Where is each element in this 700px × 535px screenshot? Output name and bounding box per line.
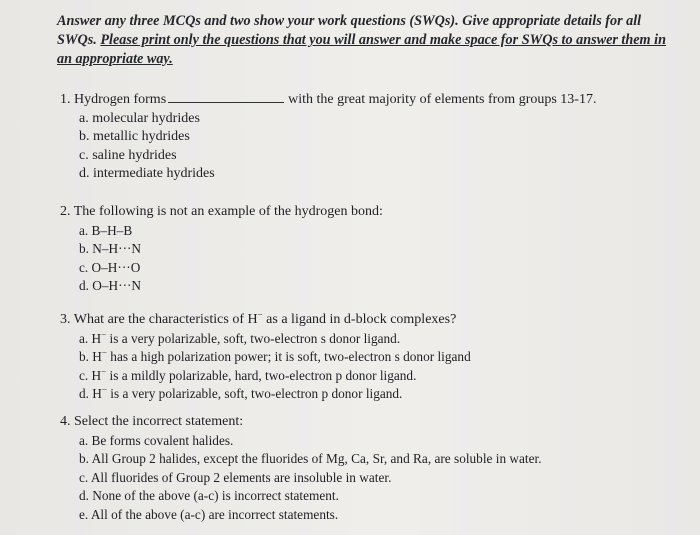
question-3 (60, 311, 471, 404)
option-b: b. N–H···N (79, 241, 142, 256)
question-1-stem-end: with the great majority of elements from groups 13-17. (288, 92, 597, 107)
question-3-stem-suffix: as a ligand in d-block complexes? (262, 312, 457, 327)
question-4-stem: 4. Select the incorrect statement: (60, 414, 244, 429)
option-d: d. None of the above (a-c) is incorrect statement. (79, 488, 339, 503)
option-b: b. metallic hydrides (79, 129, 190, 144)
question-4-options (60, 432, 542, 525)
question-4 (60, 413, 542, 524)
option-d: d. H− is a very polarizable, soft, two-electron p donor ligand. (79, 384, 403, 401)
question-1-stem (60, 90, 596, 110)
option-d: d. O–H···N (79, 278, 142, 293)
option-a: a. H− is a very polarizable, soft, two-electron s donor ligand. (79, 329, 401, 346)
option-c: c. O–H···O (79, 259, 141, 275)
instructions (57, 12, 677, 69)
option-d: d. intermediate hydrides (79, 166, 215, 181)
option-b: b. All Group 2 halides, except the fluorides of Mg, Ca, Sr, and Ra, are soluble in water. (79, 451, 542, 466)
hydride-charge: − (257, 309, 263, 320)
question-3-stem (60, 311, 471, 330)
question-1 (60, 90, 596, 184)
question-2 (60, 203, 383, 296)
instructions-line2: Please print only the questions that you will answer and make space for SWQs to answer them in an appropriate way. (57, 32, 666, 67)
option-a: a. Be forms covalent halides. (79, 432, 234, 448)
option-e: e. All of the above (a-c) are incorrect statements. (79, 506, 339, 522)
question-2-stem: 2. The following is not an example of the hydrogen bond: (60, 204, 383, 219)
answer-blank (168, 90, 284, 103)
question-1-stem-start: 1. Hydrogen forms (60, 92, 167, 107)
option-c: c. saline hydrides (79, 147, 177, 163)
option-b: b. H− has a high polarization power; it is soft, two-electron s donor ligand (79, 347, 471, 364)
option-a: a. molecular hydrides (79, 110, 200, 126)
instructions-line1: Answer any three MCQs and two show your work questions (SWQs). Give appropriate details for all SWQs. (57, 13, 642, 48)
question-3-stem-prefix: 3. What are the characteristics of H (60, 312, 258, 327)
option-c: c. H− is a mildly polarizable, hard, two-electron p donor ligand. (79, 366, 417, 383)
option-a: a. B–H–B (79, 222, 133, 238)
question-3-options (60, 330, 471, 404)
question-2-options (60, 222, 383, 296)
question-1-options (60, 110, 596, 184)
option-c: c. All fluorides of Group 2 elements are insoluble in water. (79, 469, 392, 485)
